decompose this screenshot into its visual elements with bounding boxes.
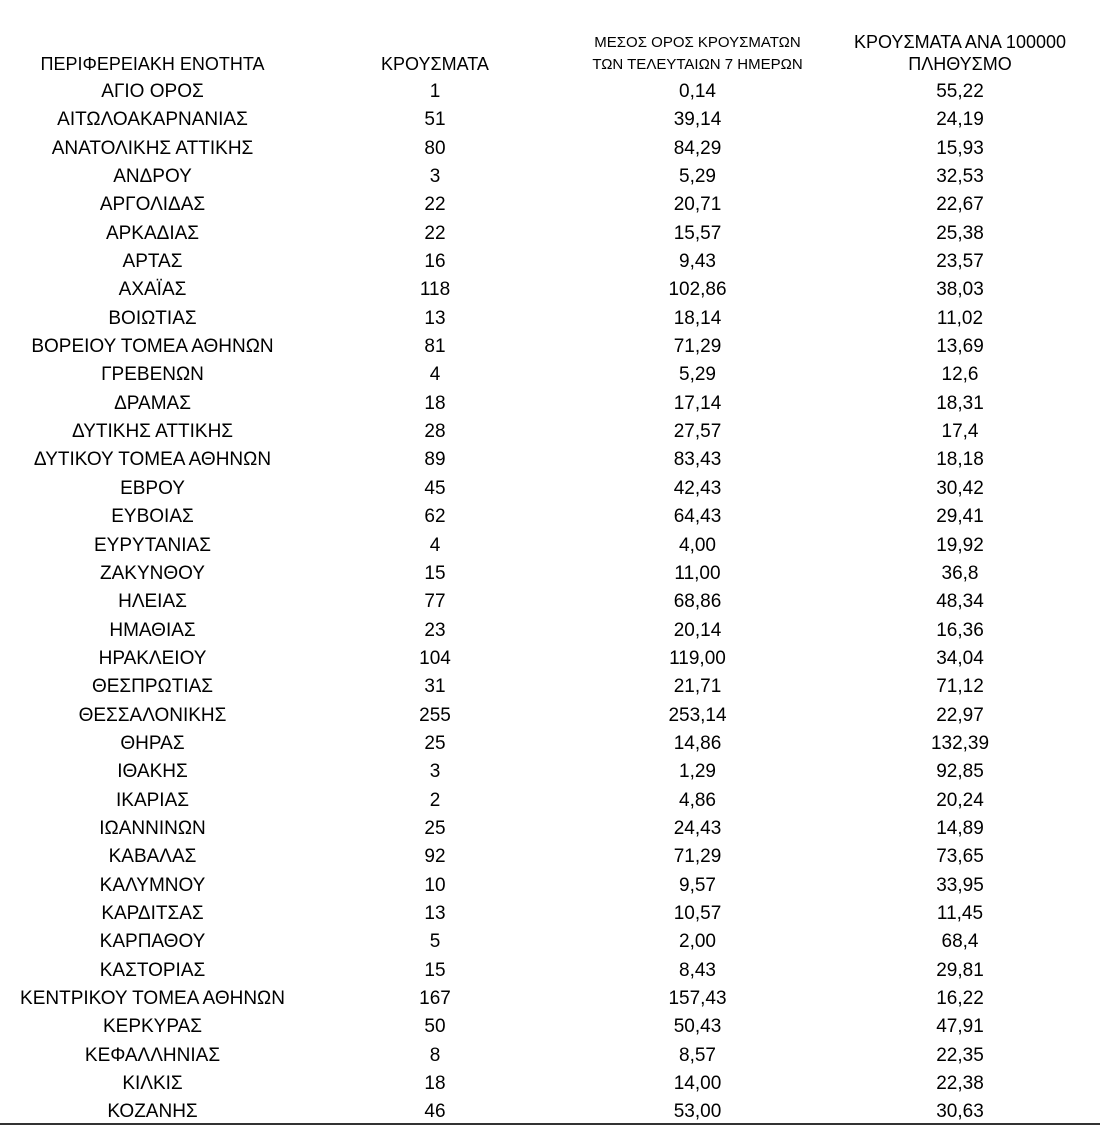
cases-cell: 167: [419, 988, 451, 1009]
region-cell: ΚΕΝΤΡΙΚΟΥ ΤΟΜΕΑ ΑΘΗΝΩΝ: [20, 988, 285, 1009]
header-region: ΠΕΡΙΦΕΡΕΙΑΚΗ ΕΝΟΤΗΤΑ: [40, 54, 265, 74]
table-row: [0, 815, 1100, 843]
header-avg-7-days: [565, 32, 830, 76]
per-100k-cell: 12,6: [941, 364, 979, 386]
per-100k-cell: 15,93: [936, 137, 984, 159]
region-cell: ΘΗΡΑΣ: [120, 732, 185, 754]
avg-7-days-cell: 20,14: [673, 619, 722, 641]
table-row: [0, 361, 1100, 389]
per-100k-cell: 14,89: [936, 817, 984, 839]
table-row: [0, 843, 1100, 871]
table-row: [0, 503, 1100, 531]
table-row: [0, 191, 1100, 219]
avg-7-days-cell: 68,86: [673, 591, 722, 613]
region-cell: ΗΡΑΚΛΕΙΟΥ: [98, 647, 207, 669]
avg-7-days-cell: 83,43: [673, 449, 722, 471]
cases-cell: 255: [419, 704, 451, 726]
table-row: [0, 957, 1100, 985]
table-row: [0, 532, 1100, 560]
per-100k-cell: 25,38: [936, 222, 984, 244]
cases-cell: 15: [424, 959, 446, 981]
per-100k-cell: 18,18: [936, 449, 984, 471]
per-100k-cell: 22,35: [936, 1044, 984, 1066]
avg-7-days-cell: 20,71: [673, 194, 722, 216]
region-cell: ΒΟΙΩΤΙΑΣ: [108, 307, 197, 329]
region-cell: ΑΡΤΑΣ: [122, 251, 183, 273]
per-100k-cell: 18,31: [936, 392, 984, 414]
cases-cell: 13: [424, 307, 446, 329]
cases-cell: 50: [424, 1016, 446, 1038]
region-cell: ΓΡΕΒΕΝΩΝ: [101, 364, 204, 386]
avg-7-days-cell: 11,00: [674, 562, 721, 584]
table-body: [0, 78, 1100, 1127]
avg-7-days-cell: 5,29: [679, 364, 716, 386]
table-row: [0, 305, 1100, 333]
avg-7-days-cell: 27,57: [673, 421, 722, 443]
cases-cell: 1: [429, 81, 441, 102]
avg-7-days-cell: 157,43: [668, 988, 727, 1009]
avg-7-days-cell: 8,57: [679, 1044, 716, 1066]
table-row: [0, 106, 1100, 134]
table-row: [0, 446, 1100, 474]
per-100k-cell: 30,63: [936, 1101, 984, 1123]
per-100k-cell: 92,85: [936, 761, 984, 783]
per-100k-cell: 36,8: [941, 562, 979, 584]
region-cell: ΗΜΑΘΙΑΣ: [109, 619, 196, 641]
cases-cell: 118: [419, 279, 451, 301]
per-100k-cell: 22,38: [936, 1073, 984, 1095]
table-row: [0, 702, 1100, 730]
table-row: [0, 333, 1100, 361]
cases-cell: 4: [429, 364, 441, 386]
cases-cell: 2: [429, 789, 441, 811]
per-100k-cell: 55,22: [936, 81, 984, 102]
cases-cell: 4: [429, 534, 441, 556]
region-cell: ΔΥΤΙΚΗΣ ΑΤΤΙΚΗΣ: [71, 421, 234, 443]
region-cell: ΑΓΙΟ ΟΡΟΣ: [101, 81, 204, 102]
cases-cell: 89: [424, 449, 446, 471]
region-cell: ΚΑΒΑΛΑΣ: [108, 846, 197, 868]
cases-cell: 13: [424, 902, 446, 924]
table-row: [0, 730, 1100, 758]
cases-cell: 77: [424, 591, 446, 613]
per-100k-cell: 47,91: [936, 1016, 984, 1038]
avg-7-days-cell: 42,43: [673, 477, 722, 499]
table-row: [0, 135, 1100, 163]
region-cell: ΗΛΕΙΑΣ: [118, 591, 187, 613]
region-cell: ΕΥΒΟΙΑΣ: [111, 506, 194, 528]
cases-cell: 10: [424, 874, 446, 896]
avg-7-days-cell: 24,43: [673, 817, 722, 839]
avg-7-days-cell: 5,29: [679, 166, 716, 188]
table-header: [0, 0, 1100, 78]
cases-cell: 62: [424, 506, 446, 528]
region-cell: ΑΝΔΡΟΥ: [113, 166, 192, 188]
cases-cell: 16: [424, 251, 446, 273]
region-cell: ΑΡΚΑΔΙΑΣ: [105, 222, 200, 244]
region-cell: ΕΥΡΥΤΑΝΙΑΣ: [94, 534, 211, 556]
region-cell: ΙΚΑΡΙΑΣ: [116, 789, 189, 811]
header-cases: ΚΡΟΥΣΜΑΤΑ: [381, 54, 489, 74]
table-row: [0, 390, 1100, 418]
table-row: [0, 1042, 1100, 1070]
region-cell: ΖΑΚΥΝΘΟΥ: [100, 562, 205, 584]
per-100k-cell: 132,39: [930, 732, 990, 754]
avg-7-days-cell: 9,43: [679, 251, 716, 273]
region-cell: ΘΕΣΠΡΩΤΙΑΣ: [91, 676, 214, 698]
region-cell: ΕΒΡΟΥ: [120, 477, 185, 499]
avg-7-days-cell: 15,57: [673, 222, 722, 244]
avg-7-days-cell: 71,29: [673, 846, 722, 868]
table-row: [0, 276, 1100, 304]
cases-cell: 28: [424, 421, 446, 443]
avg-7-days-cell: 1,29: [679, 761, 716, 783]
table-row: [0, 163, 1100, 191]
per-100k-cell: 34,04: [936, 647, 984, 669]
per-100k-cell: 29,41: [936, 506, 984, 528]
region-cell: ΚΕΡΚΥΡΑΣ: [102, 1016, 203, 1038]
cases-cell: 25: [424, 732, 446, 754]
avg-7-days-cell: 9,57: [679, 874, 716, 896]
region-cell: ΙΩΑΝΝΙΝΩΝ: [99, 817, 206, 839]
avg-7-days-cell: 0,14: [679, 81, 716, 102]
avg-7-days-cell: 21,71: [673, 676, 722, 698]
per-100k-cell: 32,53: [936, 166, 984, 188]
cases-cell: 46: [424, 1101, 446, 1123]
avg-7-days-cell: 8,43: [679, 959, 716, 981]
avg-7-days-cell: 253,14: [668, 704, 727, 726]
cases-cell: 80: [424, 137, 446, 159]
region-cell: ΚΑΡΠΑΘΟΥ: [99, 931, 206, 953]
cases-cell: 45: [424, 477, 446, 499]
table-row: [0, 758, 1100, 786]
table-row: [0, 78, 1100, 106]
avg-7-days-cell: 18,14: [673, 307, 722, 329]
per-100k-cell: 71,12: [936, 676, 984, 698]
cases-cell: 18: [424, 392, 446, 414]
cases-cell: 5: [429, 931, 441, 953]
avg-7-days-cell: 10,57: [673, 902, 722, 924]
table-bottom-border: [0, 1123, 1100, 1125]
header-per100k-line2: ΠΛΗΘΥΣΜΟ: [908, 54, 1012, 74]
table-row: [0, 787, 1100, 815]
cases-cell: 23: [424, 619, 446, 641]
per-100k-cell: 11,45: [936, 902, 984, 924]
avg-7-days-cell: 4,00: [679, 534, 716, 556]
per-100k-cell: 19,92: [936, 534, 984, 556]
region-cell: ΑΧΑΪΑΣ: [118, 279, 187, 301]
cases-cell: 51: [424, 109, 446, 131]
per-100k-cell: 33,95: [936, 874, 984, 896]
header-per100k-line1: ΚΡΟΥΣΜΑΤΑ ΑΝΑ 100000: [854, 32, 1066, 52]
per-100k-cell: 48,34: [936, 591, 984, 613]
region-cell: ΑΝΑΤΟΛΙΚΗΣ ΑΤΤΙΚΗΣ: [51, 137, 254, 159]
table-row: [0, 1013, 1100, 1041]
per-100k-cell: 16,36: [936, 619, 984, 641]
table-row: [0, 220, 1100, 248]
cases-cell: 8: [429, 1044, 441, 1066]
per-100k-cell: 20,24: [936, 789, 984, 811]
per-100k-cell: 24,19: [936, 109, 984, 131]
cases-cell: 92: [424, 846, 446, 868]
table-row: [0, 872, 1100, 900]
cases-cell: 22: [424, 194, 446, 216]
per-100k-cell: 30,42: [936, 477, 984, 499]
per-100k-cell: 22,97: [936, 704, 984, 726]
avg-7-days-cell: 17,14: [673, 392, 722, 414]
avg-7-days-cell: 102,86: [668, 279, 727, 301]
region-cell: ΘΕΣΣΑΛΟΝΙΚΗΣ: [78, 704, 227, 726]
cases-cell: 104: [419, 647, 451, 669]
region-cell: ΚΟΖΑΝΗΣ: [107, 1101, 198, 1123]
avg-7-days-cell: 64,43: [673, 506, 722, 528]
per-100k-cell: 17,4: [941, 421, 979, 443]
avg-7-days-cell: 14,00: [673, 1073, 722, 1095]
per-100k-cell: 73,65: [936, 846, 984, 868]
table-row: [0, 248, 1100, 276]
avg-7-days-cell: 14,86: [673, 732, 722, 754]
region-cell: ΚΕΦΑΛΛΗΝΙΑΣ: [84, 1044, 221, 1066]
per-100k-cell: 16,22: [936, 988, 984, 1009]
avg-7-days-cell: 71,29: [673, 336, 722, 358]
header-avg-line1: ΜΕΣΟΣ ΟΡΟΣ ΚΡΟΥΣΜΑΤΩΝ: [594, 34, 801, 51]
region-cell: ΔΥΤΙΚΟΥ ΤΟΜΕΑ ΑΘΗΝΩΝ: [33, 449, 272, 471]
header-per-100k: [830, 31, 1090, 75]
per-100k-cell: 13,69: [936, 336, 984, 358]
table-row: [0, 418, 1100, 446]
per-100k-cell: 29,81: [936, 959, 984, 981]
cases-cell: 25: [424, 817, 446, 839]
region-cell: ΙΘΑΚΗΣ: [117, 761, 188, 783]
cases-cell: 3: [429, 166, 441, 188]
table-row: [0, 645, 1100, 673]
table-row: [0, 928, 1100, 956]
region-cell: ΚΑΡΔΙΤΣΑΣ: [101, 902, 204, 924]
cases-cell: 31: [424, 676, 446, 698]
region-cell: ΚΑΛΥΜΝΟΥ: [99, 874, 206, 896]
table-row: [0, 560, 1100, 588]
per-100k-cell: 23,57: [936, 251, 984, 273]
cases-cell: 18: [424, 1073, 446, 1095]
table-row: [0, 985, 1100, 1013]
avg-7-days-cell: 84,29: [673, 137, 722, 159]
cases-cell: 81: [424, 336, 446, 358]
table-row: [0, 1070, 1100, 1098]
cases-cell: 22: [424, 222, 446, 244]
per-100k-cell: 68,4: [941, 931, 979, 953]
region-cell: ΔΡΑΜΑΣ: [114, 392, 191, 414]
table-row: [0, 673, 1100, 701]
cases-cell: 15: [424, 562, 446, 584]
table-row: [0, 475, 1100, 503]
avg-7-days-cell: 50,43: [673, 1016, 722, 1038]
avg-7-days-cell: 2,00: [679, 931, 716, 953]
region-cell: ΒΟΡΕΙΟΥ ΤΟΜΕΑ ΑΘΗΝΩΝ: [31, 336, 274, 358]
per-100k-cell: 11,02: [936, 307, 984, 329]
region-cell: ΚΑΣΤΟΡΙΑΣ: [99, 959, 206, 981]
table-row: [0, 900, 1100, 928]
per-100k-cell: 22,67: [936, 194, 984, 216]
cases-cell: 3: [429, 761, 441, 783]
per-100k-cell: 38,03: [936, 279, 984, 301]
avg-7-days-cell: 119,00: [669, 647, 726, 669]
avg-7-days-cell: 4,86: [679, 789, 716, 811]
table-row: [0, 617, 1100, 645]
header-avg-line2: ΤΩΝ ΤΕΛΕΥΤΑΙΩΝ 7 ΗΜΕΡΩΝ: [592, 56, 803, 73]
avg-7-days-cell: 39,14: [673, 109, 722, 131]
region-cell: ΑΡΓΟΛΙΔΑΣ: [99, 194, 206, 216]
region-cell: ΚΙΛΚΙΣ: [122, 1073, 183, 1095]
region-cell: ΑΙΤΩΛΟΑΚΑΡΝΑΝΙΑΣ: [57, 109, 248, 131]
avg-7-days-cell: 53,00: [673, 1101, 722, 1123]
table-row: [0, 588, 1100, 616]
